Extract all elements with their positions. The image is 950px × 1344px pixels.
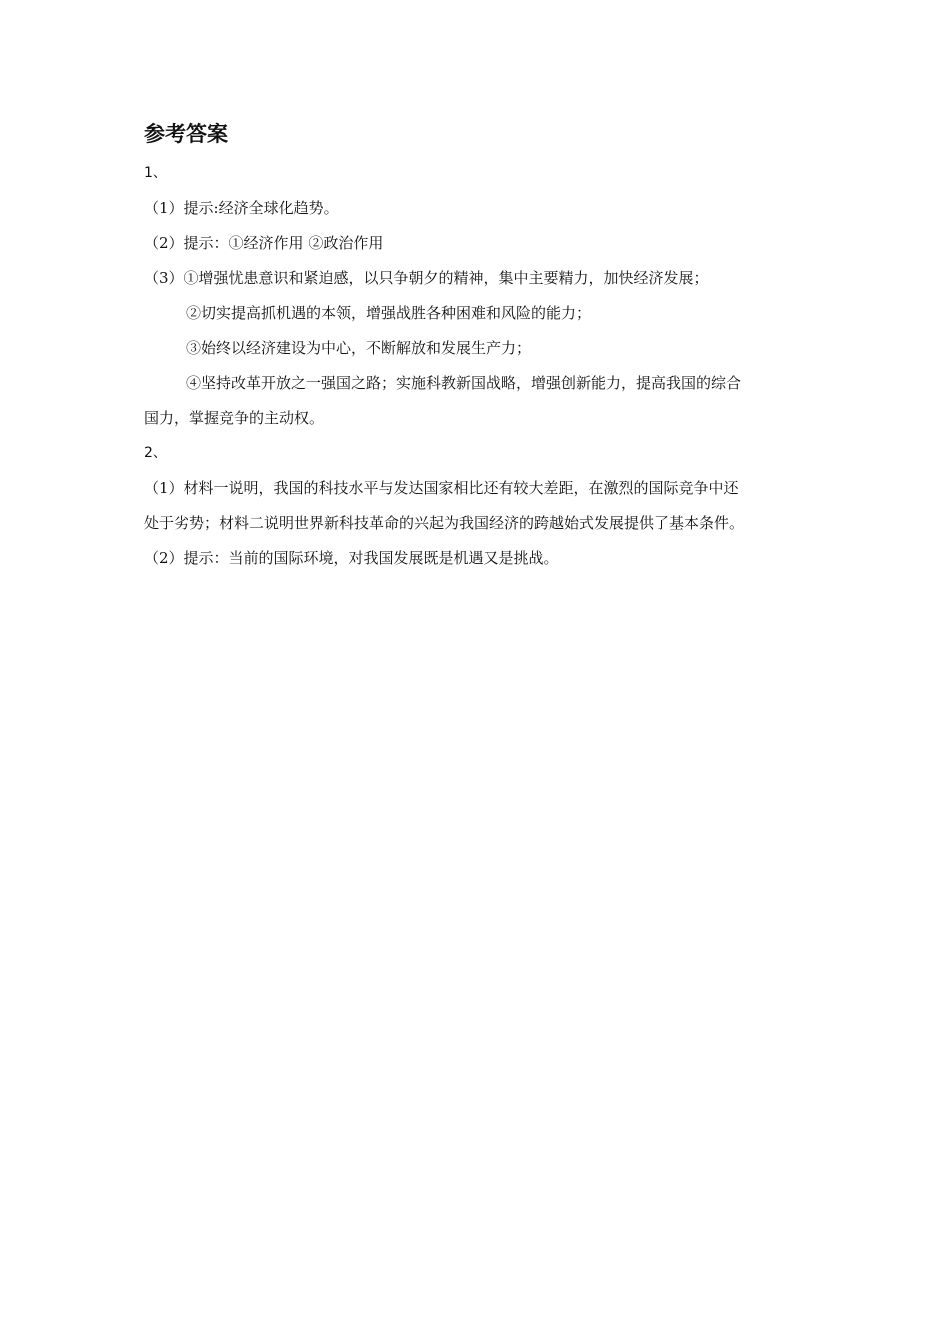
q1-answer-3-point-4-line-1: ④坚持改革开放之一强国之路；实施科教新国战略，增强创新能力，提高我国的综合 (186, 374, 742, 392)
q1-answer-3: （3）①增强忧患意识和紧迫感，以只争朝夕的精神，集中主要精力，加快经济发展； (144, 269, 709, 287)
q1-answer-3-point-4-line-2: 国力，掌握竞争的主动权。 (144, 409, 325, 427)
answer-content (144, 118, 810, 576)
page-title: 参考答案 (144, 122, 228, 146)
q2-answer-1-line-1: （1）材料一说明，我国的科技水平与发达国家相比还有较大差距，在激烈的国际竞争中还 (144, 479, 739, 497)
q1-answer-1: （1）提示:经济全球化趋势。 (144, 199, 339, 217)
q1-answer-2: （2）提示：①经济作用 ②政治作用 (144, 234, 384, 252)
question-2-number: 2、 (144, 445, 167, 461)
q2-answer-2: （2）提示：当前的国际环境，对我国发展既是机遇又是挑战。 (144, 549, 559, 567)
q1-answer-3-point-2: ②切实提高抓机遇的本领，增强战胜各种困难和风险的能力； (186, 304, 592, 322)
question-1-number: 1、 (144, 165, 167, 181)
q2-answer-1-line-2: 处于劣势；材料二说明世界新科技革命的兴起为我国经济的跨越始式发展提供了基本条件。 (144, 514, 745, 532)
q1-answer-3-point-3: ③始终以经济建设为中心，不断解放和发展生产力； (186, 339, 532, 357)
